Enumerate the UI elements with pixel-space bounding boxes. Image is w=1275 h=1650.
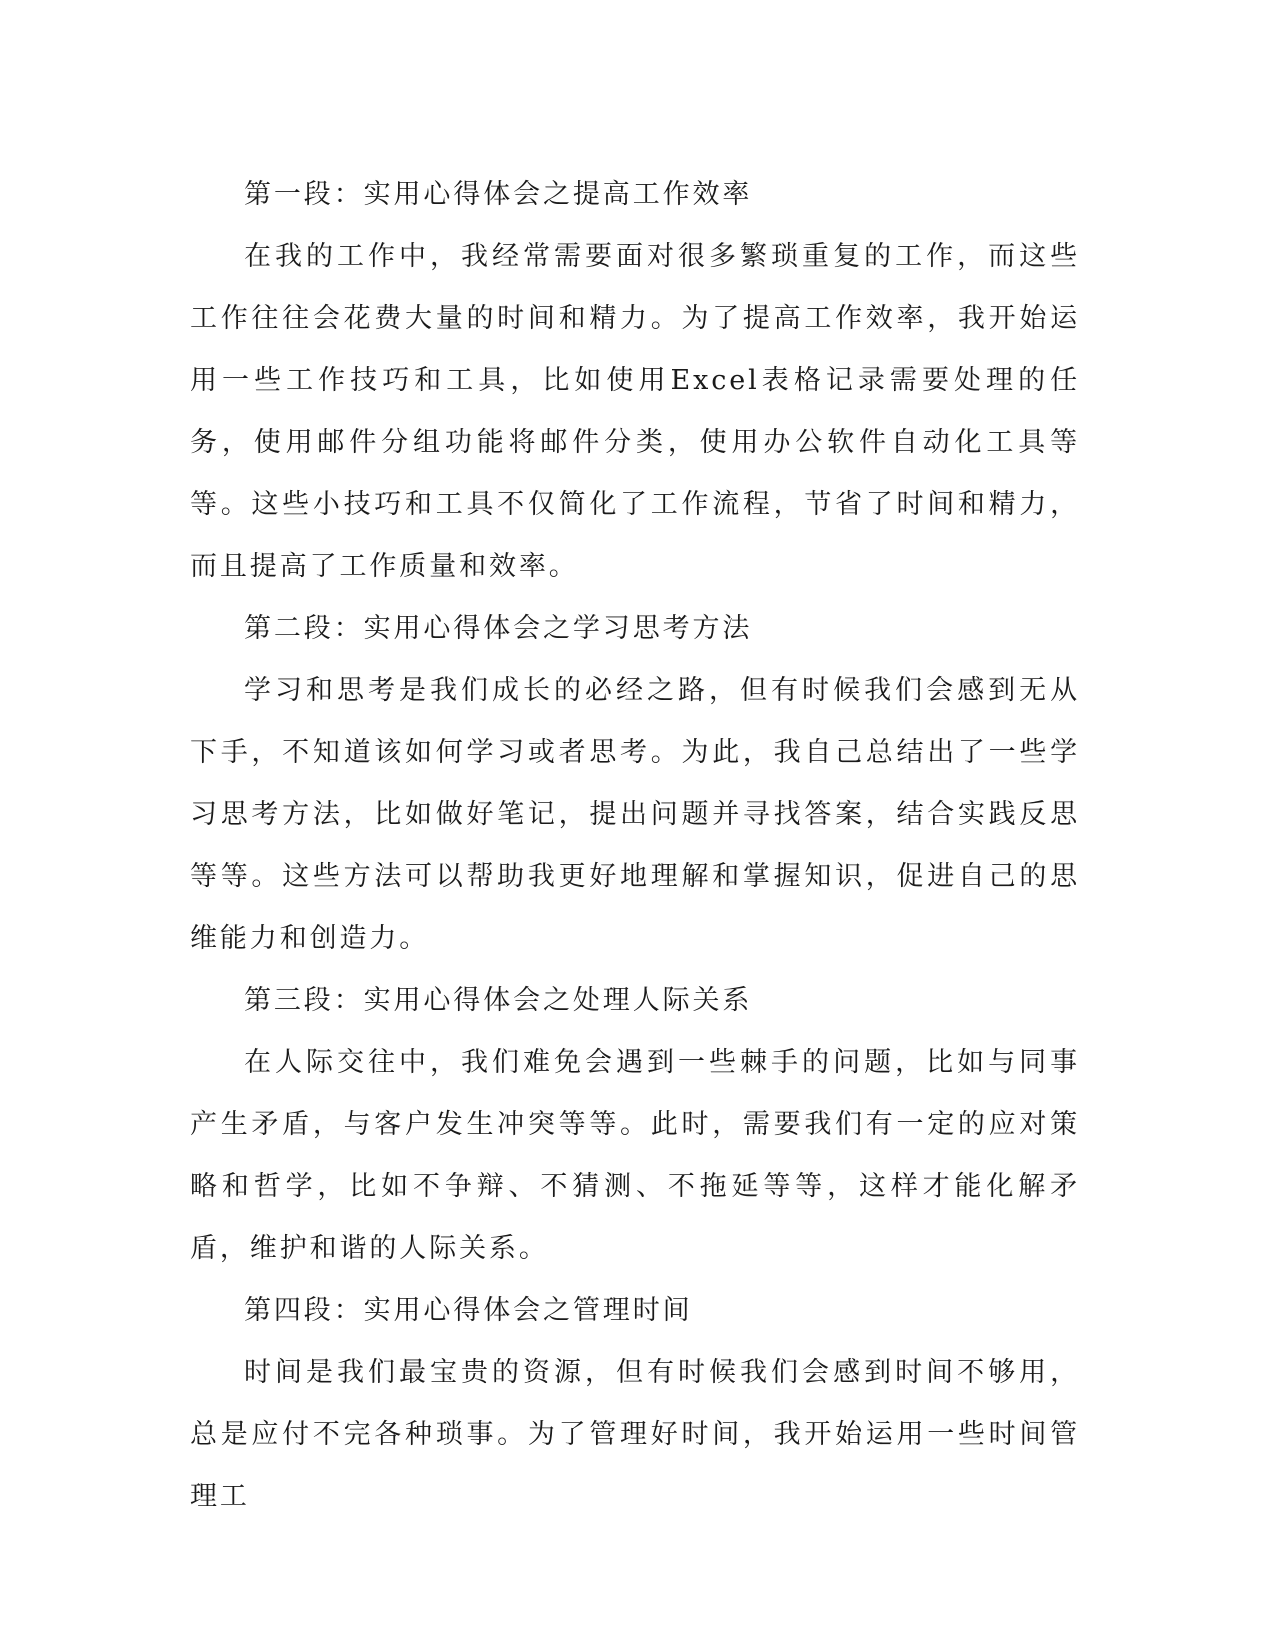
section-3-heading: 第三段：实用心得体会之处理人际关系: [244, 985, 753, 1016]
section-3-paragraph: 在人际交往中，我们难免会遇到一些棘手的问题，比如与同事产生矛盾，与客户发生冲突等等。此时，需要我们有一定的应对策略和哲学，比如不争辩、不猜测、不拖延等等，这样才能化解矛盾，维护和谐的人际关系。: [190, 1047, 1080, 1264]
section-4-heading: 第四段：实用心得体会之管理时间: [244, 1295, 693, 1326]
section-1-paragraph: 在我的工作中，我经常需要面对很多繁琐重复的工作，而这些工作往往会花费大量的时间和精力。为了提高工作效率，我开始运用一些工作技巧和工具，比如使用Excel表格记录需要处理的任务，使用邮件分组功能将邮件分类，使用办公软件自动化工具等等。这些小技巧和工具不仅简化了工作流程，节省了时间和精力，而且提高了工作质量和效率。: [190, 241, 1080, 582]
section-2-heading: 第二段：实用心得体会之学习思考方法: [244, 613, 753, 644]
document-body: [190, 164, 1080, 1528]
section-2-paragraph: 学习和思考是我们成长的必经之路，但有时候我们会感到无从下手，不知道该如何学习或者思考。为此，我自己总结出了一些学习思考方法，比如做好笔记，提出问题并寻找答案，结合实践反思等等。这些方法可以帮助我更好地理解和掌握知识，促进自己的思维能力和创造力。: [190, 675, 1080, 954]
section-1-heading: 第一段：实用心得体会之提高工作效率: [244, 179, 753, 210]
section-4-paragraph: 时间是我们最宝贵的资源，但有时候我们会感到时间不够用，总是应付不完各种琐事。为了管理好时间，我开始运用一些时间管理工: [190, 1357, 1080, 1512]
